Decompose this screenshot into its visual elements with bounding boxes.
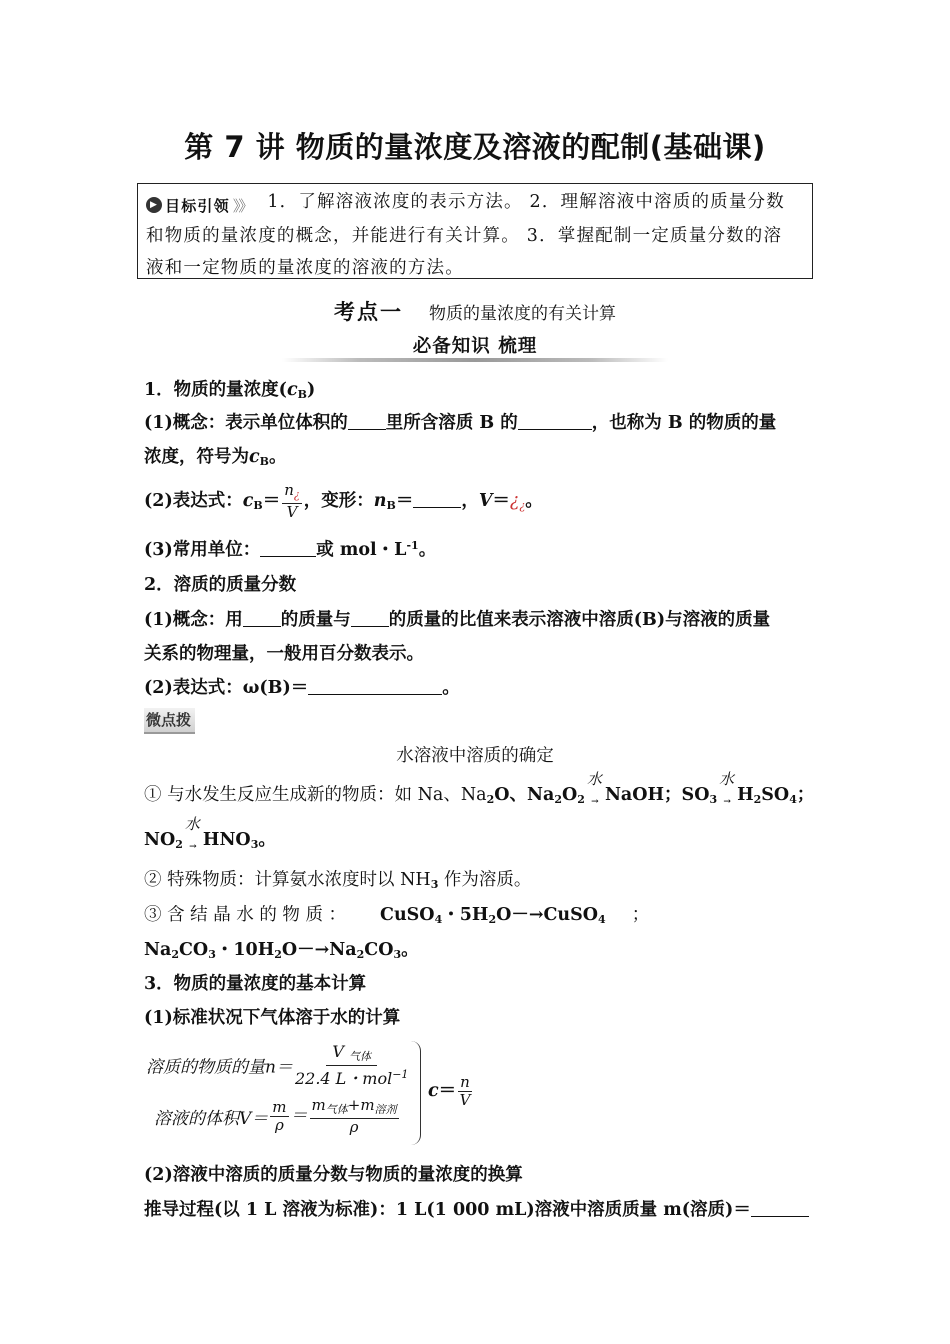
s2-p2: (2)表达式：ω(B)＝ 。	[144, 678, 460, 698]
s1-heading: 1．物质的量浓度(cB)	[144, 380, 316, 401]
s3-p2: (2)溶液中溶质的质量分数与物质的量浓度的换算	[144, 1165, 523, 1185]
s1-p1: (1)概念：表示单位体积的 里所含溶质 B 的 ，也称为 B 的物质的量	[144, 413, 777, 433]
tip-item-3-cont: Na2CO3・10H2O－→Na2CO3。	[144, 940, 419, 961]
s1-p1-cont: 浓度，符号为cB。	[144, 447, 287, 468]
tip-item-3: ③ 含 结 晶 水 的 物 质 ： CuSO4・5H2O－→CuSO4 ；	[144, 905, 650, 926]
goals-badge: ▶ 目标引领 》》	[146, 195, 251, 216]
s2-p1-cont: 关系的物理量，一般用百分数表示。	[144, 644, 424, 664]
goals-line-3: 液和一定物质的量浓度的溶液的方法。	[146, 258, 464, 278]
formula-n: 溶质的物质的量n＝ $\frac{\text{V 气体}}{22.4 L・mol^{-1}}$	[146, 1042, 409, 1088]
tip-item-1-cont: NO2 水 $_\to$ HNO3。	[144, 815, 276, 852]
brace	[408, 1041, 421, 1145]
goals-line-2: 和物质的量浓度的概念，并能进行有关计算。 3．掌握配制一定质量分数的溶	[146, 226, 783, 246]
formula-c: c＝ $\frac{n}{V}$	[428, 1073, 471, 1109]
goals-line-1: ▶ 目标引领 》》 1．了解溶液浓度的表示方法。 2．理解溶液中溶质的质量分数	[146, 188, 785, 216]
s1-p3: (3)常用单位： 或 mol・$L^{-1}$。	[144, 539, 437, 560]
play-icon: ▶	[146, 197, 162, 213]
tip-item-1: ① 与水发生反应生成新的物质：如 Na、Na2O、Na2O2 水 $_\to$ NaOH；SO3 水 $_\to$ H2SO4；	[144, 770, 815, 807]
tip-item-2: ② 特殊物质：计算氨水浓度时以 NH3 作为溶质。	[144, 870, 532, 891]
goals-box	[137, 183, 813, 279]
tip-tag: 微点拨	[144, 708, 195, 734]
s1-p2: (2)表达式：cB＝ $\frac{n_¿}{V}$ ，变形：nB＝ ，V＝¿¿。	[144, 481, 543, 521]
tip-title: 水溶液中溶质的确定	[396, 746, 554, 766]
formula-v: 溶液的体积V＝ $\frac{m}{\rho}$ ＝ $\frac{m_{气体}+m_{溶剂}}{\rho}$	[154, 1096, 397, 1136]
s3-p1: (1)标准状况下气体溶于水的计算	[144, 1008, 401, 1028]
page-title: 第 7 讲 物质的量浓度及溶液的配制(基础课)	[184, 130, 766, 164]
divider	[282, 358, 668, 362]
s2-p1: (1)概念：用 的质量与 的质量的比值来表示溶液中溶质(B)与溶液的质量	[144, 610, 771, 630]
kaodian-header: 考点一 物质的量浓度的有关计算	[334, 300, 616, 324]
s3-p3: 推导过程(以 1 L 溶液为标准)：1 L(1 000 mL)溶液中溶质质量 m(溶质)＝	[144, 1196, 809, 1221]
section-heading: 必备知识 梳理	[412, 336, 538, 357]
s2-heading: 2．溶质的质量分数	[144, 575, 297, 595]
double-chevron-icon: 》》	[232, 196, 252, 215]
s3-heading: 3．物质的量浓度的基本计算	[144, 974, 367, 994]
